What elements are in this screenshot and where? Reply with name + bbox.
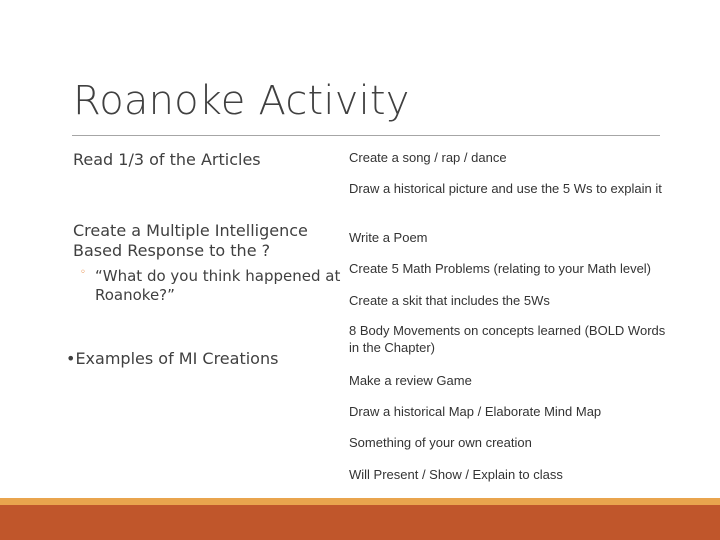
list-item: Create 5 Math Problems (relating to your Math level) <box>349 261 652 276</box>
list-item: 8 Body Movements on concepts learned (BOLD Words in the Chapter) <box>349 323 666 355</box>
left-item-examples: •Examples of MI Creations <box>66 349 279 368</box>
sub-bullet-icon: ◦ <box>80 267 86 278</box>
list-item: Draw a historical picture and use the 5 Ws to explain it <box>349 181 662 196</box>
list-item: Create a skit that includes the 5Ws <box>349 293 550 308</box>
slide-title: Roanoke Activity <box>73 78 410 124</box>
list-item: Write a Poem <box>349 230 428 245</box>
left-item-mi-response: Create a Multiple Intelligence Based Response to the ? <box>73 221 308 260</box>
footer-accent-stripe <box>0 498 720 505</box>
list-item: Make a review Game <box>349 373 472 388</box>
list-item: Create a song / rap / dance <box>349 150 507 165</box>
left-sub-item-question: “What do you think happened at Roanoke?” <box>95 267 341 304</box>
list-item: Will Present / Show / Explain to class <box>349 467 563 482</box>
left-item-read-articles: Read 1/3 of the Articles <box>73 150 261 169</box>
footer-bar <box>0 505 720 540</box>
list-item: Draw a historical Map / Elaborate Mind Map <box>349 404 602 419</box>
list-item: Something of your own creation <box>349 435 532 450</box>
title-divider <box>72 135 660 136</box>
